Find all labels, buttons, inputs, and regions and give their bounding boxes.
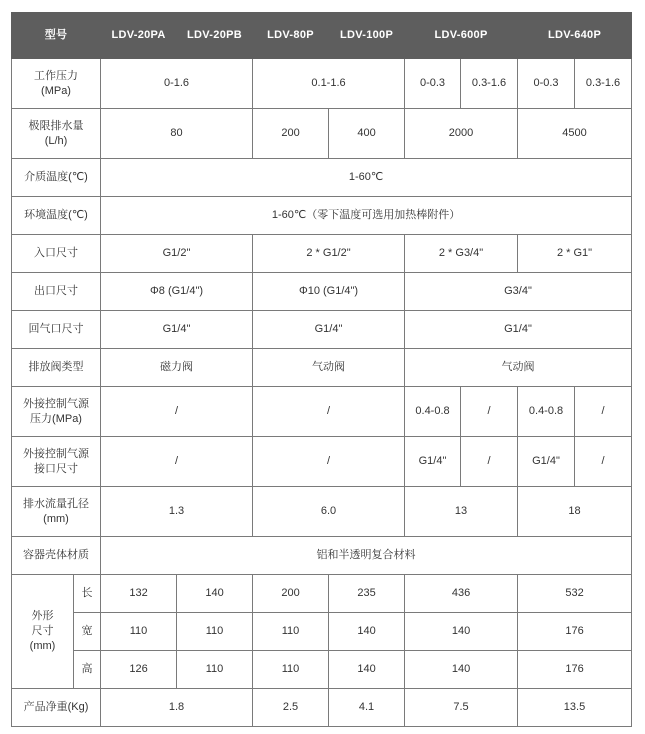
cell-value: G1/4" <box>101 311 253 349</box>
cell-value: / <box>575 437 632 487</box>
label-material: 容器壳体材质 <box>12 537 101 575</box>
cell-value: 0.4-0.8 <box>405 387 461 437</box>
row-drain-limit <box>12 109 632 159</box>
cell-value: 0.3-1.6 <box>461 59 518 109</box>
row-control-port <box>12 437 632 487</box>
label-orifice: 排水流量孔径 (mm) <box>12 487 101 537</box>
cell-value: 132 <box>101 575 177 613</box>
cell-value: 2000 <box>405 109 518 159</box>
cell-value: 磁力阀 <box>101 349 253 387</box>
cell-value: 0-0.3 <box>405 59 461 109</box>
cell-value: / <box>101 387 253 437</box>
cell-value: 2 * G3/4" <box>405 235 518 273</box>
row-ambient-temp <box>12 197 632 235</box>
spec-table <box>11 12 632 727</box>
label-height: 高 <box>74 651 101 689</box>
model-header: 型号 <box>12 13 101 59</box>
cell-value: 140 <box>405 651 518 689</box>
cell-value: 126 <box>101 651 177 689</box>
model-header-ldv-100p: LDV-100P <box>329 13 405 59</box>
cell-value: 1.3 <box>101 487 253 537</box>
cell-value: 110 <box>253 613 329 651</box>
label-medium-temp: 介质温度(℃) <box>12 159 101 197</box>
cell-value: 436 <box>405 575 518 613</box>
cell-value: 0.4-0.8 <box>518 387 575 437</box>
cell-value: G1/2" <box>101 235 253 273</box>
cell-value: 140 <box>329 613 405 651</box>
label-control-pressure: 外接控制气源 压力(MPa) <box>12 387 101 437</box>
model-header-ldv-80p: LDV-80P <box>253 13 329 59</box>
label-valve-type: 排放阀类型 <box>12 349 101 387</box>
row-weight <box>12 689 632 727</box>
cell-value: Φ10 (G1/4") <box>253 273 405 311</box>
label-return-port: 回气口尺寸 <box>12 311 101 349</box>
cell-value: 铝和半透明复合材料 <box>101 537 632 575</box>
cell-value: 1.8 <box>101 689 253 727</box>
cell-value: / <box>461 437 518 487</box>
cell-value: 1-60℃ <box>101 159 632 197</box>
row-control-pressure <box>12 387 632 437</box>
row-material <box>12 537 632 575</box>
cell-value: 532 <box>518 575 632 613</box>
cell-value: 2.5 <box>253 689 329 727</box>
cell-value: 6.0 <box>253 487 405 537</box>
row-working-pressure <box>12 59 632 109</box>
cell-value: 2 * G1" <box>518 235 632 273</box>
label-outlet: 出口尺寸 <box>12 273 101 311</box>
cell-value: 13.5 <box>518 689 632 727</box>
row-dim-height <box>12 651 632 689</box>
cell-value: 1-60℃（零下温度可选用加热棒附件） <box>101 197 632 235</box>
cell-value: 0.1-1.6 <box>253 59 405 109</box>
model-header-ldv-640p: LDV-640P <box>518 13 632 59</box>
cell-value: 400 <box>329 109 405 159</box>
cell-value: G1/4" <box>405 311 632 349</box>
cell-value: / <box>575 387 632 437</box>
cell-value: 176 <box>518 613 632 651</box>
cell-value: G1/4" <box>405 437 461 487</box>
label-drain-limit: 极限排水量 (L/h) <box>12 109 101 159</box>
label-dimensions: 外形 尺寸 (mm) <box>12 575 74 689</box>
cell-value: 0-1.6 <box>101 59 253 109</box>
cell-value: G3/4" <box>405 273 632 311</box>
cell-value: 110 <box>101 613 177 651</box>
cell-value: 气动阀 <box>405 349 632 387</box>
label-ambient-temp: 环境温度(℃) <box>12 197 101 235</box>
cell-value: 80 <box>101 109 253 159</box>
row-return-port <box>12 311 632 349</box>
cell-value: 2 * G1/2" <box>253 235 405 273</box>
cell-value: 4.1 <box>329 689 405 727</box>
cell-value: 110 <box>253 651 329 689</box>
cell-value: 110 <box>177 651 253 689</box>
cell-value: 176 <box>518 651 632 689</box>
cell-value: 0-0.3 <box>518 59 575 109</box>
model-header-ldv-20pa: LDV-20PA <box>101 13 177 59</box>
cell-value: / <box>461 387 518 437</box>
model-header-ldv-600p: LDV-600P <box>405 13 518 59</box>
cell-value: G1/4" <box>518 437 575 487</box>
label-working-pressure: 工作压力 (MPa) <box>12 59 101 109</box>
cell-value: 200 <box>253 575 329 613</box>
row-medium-temp <box>12 159 632 197</box>
row-orifice <box>12 487 632 537</box>
cell-value: 140 <box>405 613 518 651</box>
cell-value: 110 <box>177 613 253 651</box>
cell-value: 235 <box>329 575 405 613</box>
cell-value: / <box>253 437 405 487</box>
row-inlet <box>12 235 632 273</box>
cell-value: 140 <box>329 651 405 689</box>
label-inlet: 入口尺寸 <box>12 235 101 273</box>
cell-value: Φ8 (G1/4") <box>101 273 253 311</box>
cell-value: / <box>253 387 405 437</box>
cell-value: 气动阀 <box>253 349 405 387</box>
label-control-port: 外接控制气源 接口尺寸 <box>12 437 101 487</box>
label-weight: 产品净重(Kg) <box>12 689 101 727</box>
cell-value: 4500 <box>518 109 632 159</box>
row-valve-type <box>12 349 632 387</box>
cell-value: 18 <box>518 487 632 537</box>
model-header-ldv-20pb: LDV-20PB <box>177 13 253 59</box>
cell-value: 200 <box>253 109 329 159</box>
label-width: 宽 <box>74 613 101 651</box>
row-outlet <box>12 273 632 311</box>
cell-value: G1/4" <box>253 311 405 349</box>
row-dim-length <box>12 575 632 613</box>
cell-value: 13 <box>405 487 518 537</box>
row-dim-width <box>12 613 632 651</box>
header-row <box>12 13 632 59</box>
cell-value: 140 <box>177 575 253 613</box>
cell-value: 0.3-1.6 <box>575 59 632 109</box>
label-length: 长 <box>74 575 101 613</box>
cell-value: / <box>101 437 253 487</box>
cell-value: 7.5 <box>405 689 518 727</box>
